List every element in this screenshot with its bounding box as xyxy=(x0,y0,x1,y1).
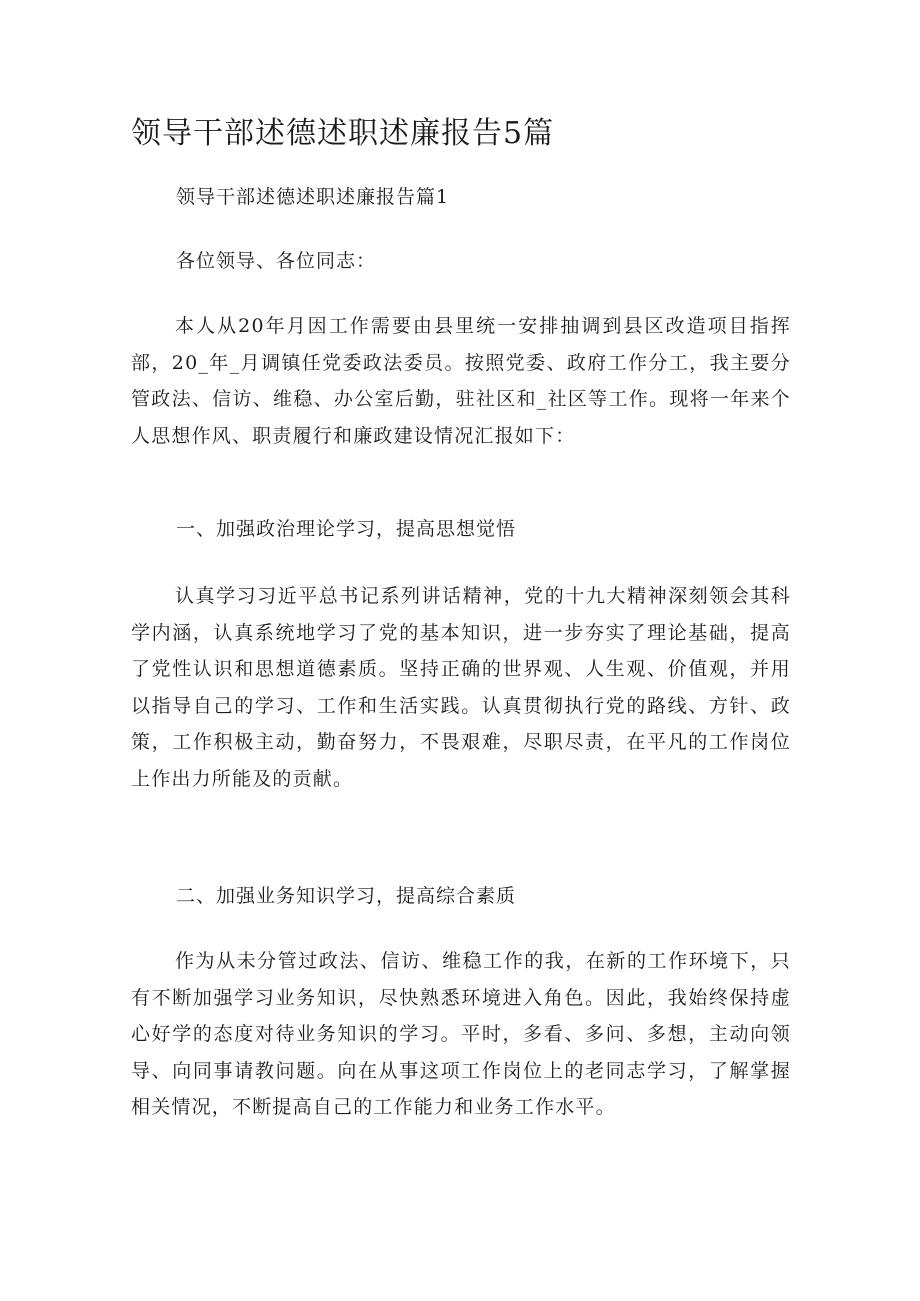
paragraph-intro: 本人从20年月因工作需要由县里统一安排抽调到县区改造项目指挥部，20_年_月调镇任党委政法委员。按照党委、政府工作分工，我主要分管政法、信访、维稳、办公室后勤，驻社区和_社区等工作。现将一年来个人思想作风、职责履行和廉政建设情况汇报如下： xyxy=(131,315,791,447)
section-heading-2: 二、加强业务知识学习，提高综合素质 xyxy=(176,885,517,907)
paragraph-political-study: 认真学习习近平总书记系列讲话精神，党的十九大精神深刻领会其科学内涵，认真系统地学习了党的基本知识，进一步夯实了理论基础，提高了党性认识和思想道德素质。坚持正确的世界观、人生观、价值观，并用以指导自己的学习、工作和生活实践。认真贯彻执行党的路线、方针、政策，工作积极主动，勤奋努力，不畏艰难，尽职尽责，在平凡的工作岗位上作出力所能及的贡献。 xyxy=(131,585,791,790)
section-heading-1: 一、加强政治理论学习，提高思想觉悟 xyxy=(176,518,517,540)
document-subtitle: 领导干部述德述职述廉报告篇1 xyxy=(176,186,450,208)
paragraph-business-study: 作为从未分管过政法、信访、维稳工作的我，在新的工作环境下，只有不断加强学习业务知识，尽快熟悉环境进入角色。因此，我始终保持虚心好学的态度对待业务知识的学习。平时，多看、多问、多想，主动向领导、向同事请教问题。向在从事这项工作岗位上的老同志学习，了解掌握相关情况，不断提高自己的工作能力和业务工作水平。 xyxy=(131,950,791,1118)
greeting: 各位领导、各位同志： xyxy=(176,250,377,272)
document-title: 领导干部述德述职述廉报告5篇 xyxy=(131,116,555,151)
